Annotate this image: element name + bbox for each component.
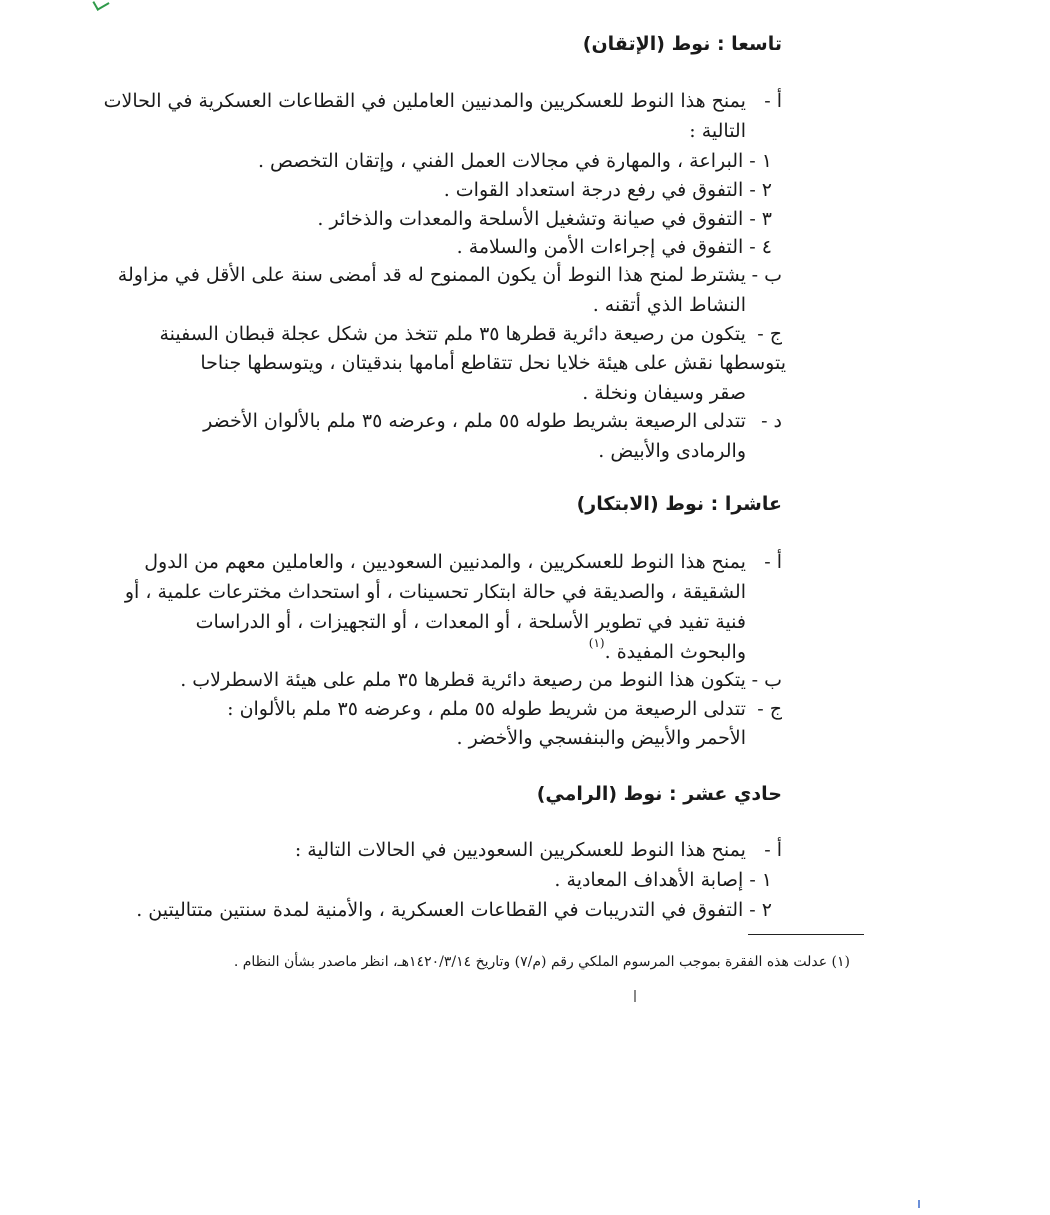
item-b-cont: النشاط الذي أتقنه . xyxy=(592,294,746,316)
item-d xyxy=(203,406,782,436)
item-a xyxy=(295,835,782,865)
item-a-cont-2: فنية تفيد في تطوير الأسلحة ، أو المعدات ، أو التجهيزات ، أو الدراسات xyxy=(195,611,746,633)
item-a xyxy=(144,547,782,577)
sub-item-3: ٣ - التفوق في صيانة وتشغيل الأسلحة والمعدات والذخائر . xyxy=(317,208,772,230)
item-c xyxy=(227,694,782,724)
item-text: تتدلى الرصيعة من شريط طوله ٥٥ ملم ، وعرضه ٣٥ ملم بالألوان : xyxy=(227,698,746,720)
section-heading-itqan: تاسعا : نوط (الإتقان) xyxy=(582,33,782,55)
item-a-cont-1: الشقيقة ، والصديقة في حالة ابتكار تحسينات ، أو استحداث مخترعات علمية ، أو xyxy=(124,581,746,603)
footnote-separator xyxy=(748,934,864,935)
item-text: تتدلى الرصيعة بشريط طوله ٥٥ ملم ، وعرضه ٣٥ ملم بالألوان الأخضر xyxy=(203,410,746,432)
item-marker: ب - xyxy=(751,264,782,286)
item-c-cont: الأحمر والأبيض والبنفسجي والأخضر . xyxy=(456,727,746,749)
item-marker: د - xyxy=(761,410,782,432)
sub-item-1: ١ - إصابة الأهداف المعادية . xyxy=(554,869,772,891)
item-text: يتكون هذا النوط من رصيعة دائرية قطرها ٣٥ ملم على هيئة الاسطرلاب . xyxy=(180,669,746,691)
item-c-cont-2: صقر وسيفان ونخلة . xyxy=(582,382,746,404)
item-c-cont-1: يتوسطها نقش على هيئة خلايا نحل تتقاطع أمامها بندقيتان ، ويتوسطها جناحا xyxy=(200,352,786,374)
sub-item-4: ٤ - التفوق في إجراءات الأمن والسلامة . xyxy=(456,236,772,258)
item-text: يتكون من رصيعة دائرية قطرها ٣٥ ملم تتخذ من شكل عجلة قبطان السفينة xyxy=(159,323,746,345)
item-text: يمنح هذا النوط للعسكريين السعوديين في الحالات التالية : xyxy=(294,839,746,861)
section-heading-rami: حادي عشر : نوط (الرامي) xyxy=(536,783,782,805)
item-marker: ب - xyxy=(751,669,782,691)
item-b xyxy=(118,260,782,290)
sub-item-1: ١ - البراعة ، والمهارة في مجالات العمل الفني ، وإتقان التخصص . xyxy=(257,150,772,172)
section-heading-ibtikar: عاشرا : نوط (الابتكار) xyxy=(576,493,782,515)
scan-artifact xyxy=(918,1200,920,1208)
item-marker: أ - xyxy=(764,551,782,573)
item-marker: ج - xyxy=(757,323,782,345)
scan-artifact xyxy=(634,990,636,1002)
item-marker: أ - xyxy=(764,90,782,112)
item-d-cont: والرمادى والأبيض . xyxy=(598,440,746,462)
item-marker: أ - xyxy=(764,839,782,861)
item-text: يمنح هذا النوط للعسكريين ، والمدنيين السعوديين ، والعاملين معهم من الدول xyxy=(144,551,746,573)
item-marker: ج - xyxy=(757,698,782,720)
item-text: يمنح هذا النوط للعسكريين والمدنيين العاملين في القطاعات العسكرية في الحالات xyxy=(103,90,746,112)
item-a-cont-3 xyxy=(589,637,746,667)
item-c xyxy=(159,319,782,349)
item-a xyxy=(104,86,782,116)
sub-item-2: ٢ - التفوق في التدريبات في القطاعات العسكرية ، والأمنية لمدة سنتين متتاليتين . xyxy=(136,899,772,921)
item-text: والبحوث المفيدة . xyxy=(604,641,746,663)
sub-item-2: ٢ - التفوق في رفع درجة استعداد القوات . xyxy=(443,179,772,201)
footnote: (١) عدلت هذه الفقرة بموجب المرسوم الملكي رقم (م/٧) وتاريخ ١٤٢٠/٣/١٤هـ، انظر ماصدر بشأن النظام . xyxy=(233,954,850,970)
footnote-ref[interactable]: (١) xyxy=(588,636,605,650)
item-text: يشترط لمنح هذا النوط أن يكون الممنوح له قد أمضى سنة على الأقل في مزاولة xyxy=(117,264,746,286)
item-a-cont: التالية : xyxy=(689,120,746,142)
scan-corner-mark xyxy=(92,0,109,11)
item-b xyxy=(180,665,782,695)
